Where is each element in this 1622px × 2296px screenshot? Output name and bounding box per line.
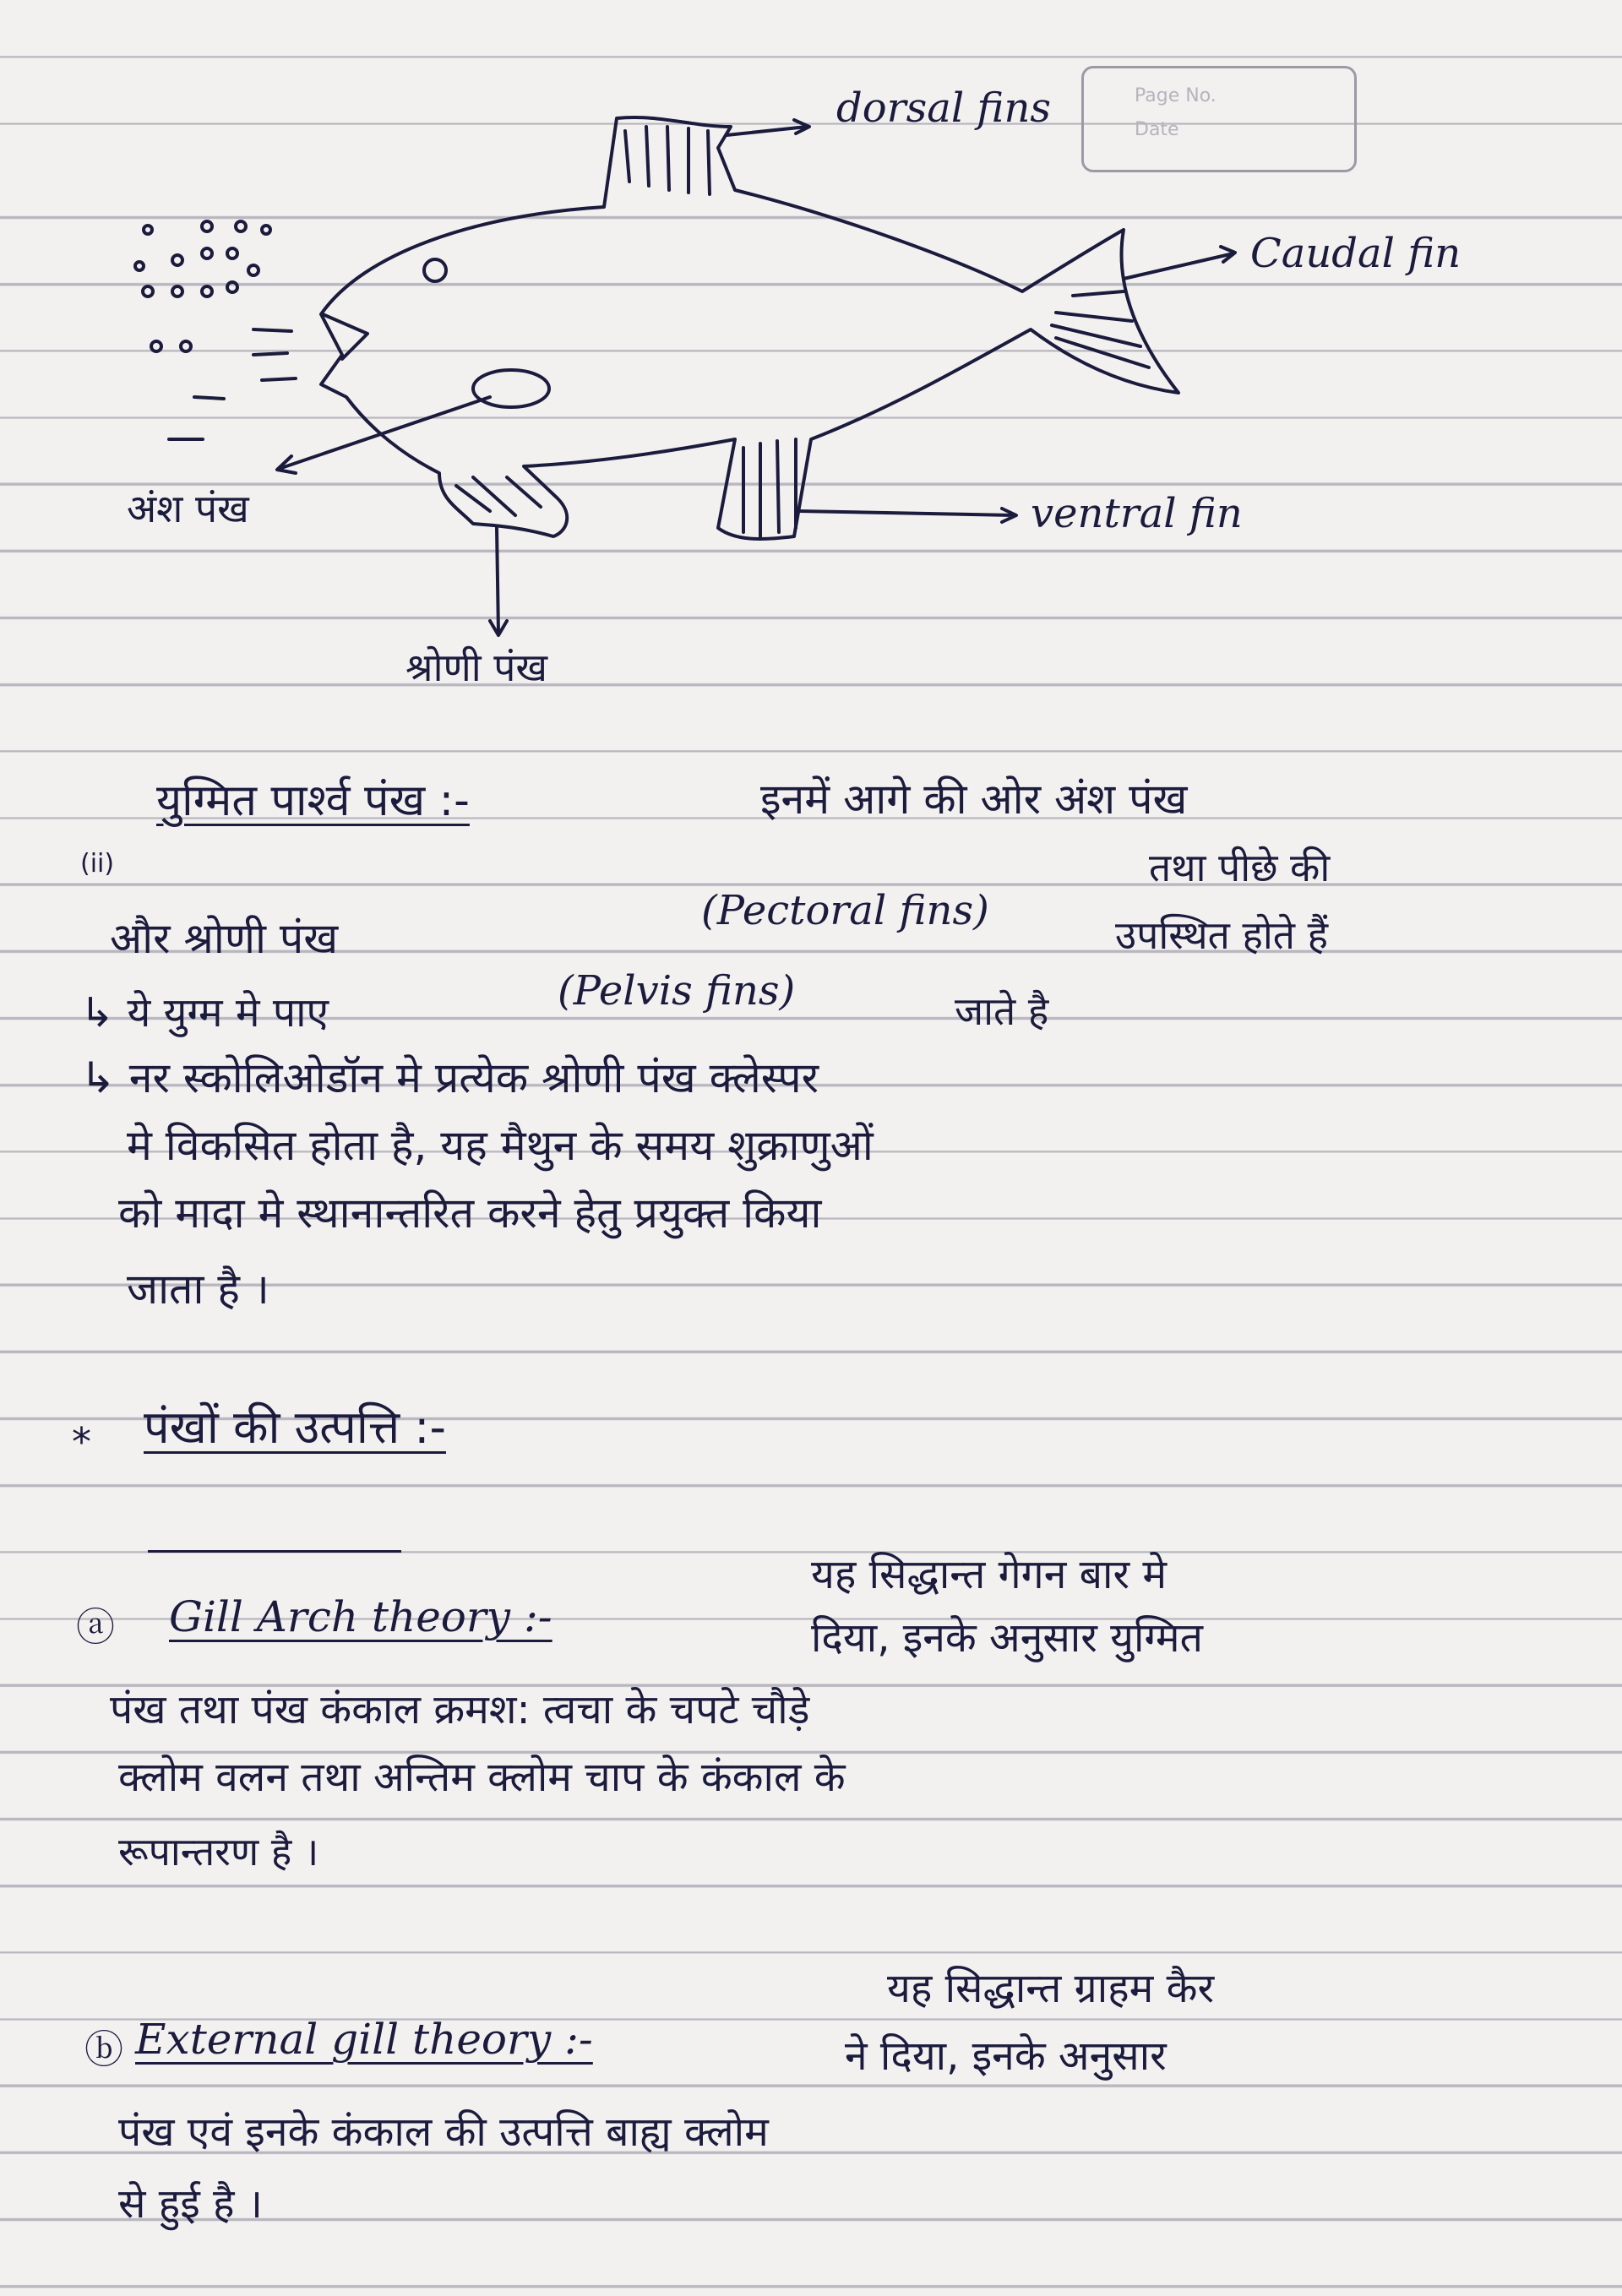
section-ii-heading: युग्मित पार्श्व पंख :- [156, 775, 470, 826]
label-ventral-fin: ventral fin [1031, 490, 1243, 537]
theory-b-line3: पंख एवं इनके कंकाल की उत्पत्ति बाह्य क्लोम [118, 2108, 769, 2156]
theory-a-rule [148, 1550, 401, 1553]
theory-b-marker: ⓑ [84, 2027, 123, 2072]
fish-eye [424, 259, 446, 281]
theory-b-line4: से हुई है । [118, 2180, 263, 2228]
fish-mouth [323, 314, 367, 359]
origin-star: * [72, 1419, 91, 1465]
fish-body-outline [321, 117, 1178, 539]
pectoral-fin-shape [473, 370, 549, 407]
section-ii-line1: इनमें आगे की ओर अंश पंख [760, 775, 1188, 824]
label-caudal-fin: Caudal fin [1250, 230, 1461, 277]
section-ii-line4-right: जाते है [955, 988, 1049, 1034]
label-dorsal-fins: dorsal fins [836, 84, 1051, 132]
theory-b-line2: ने दिया, इनके अनुसार [845, 2032, 1167, 2080]
origin-heading: पंखों की उत्पत्ति :- [144, 1401, 446, 1454]
section-ii-line5: ↳ नर स्कोलिओडॉन मे प्रत्येक श्रोणी पंख क्लेस्पर [80, 1053, 819, 1102]
section-ii-line3-right: उपस्थित होते हैं [1115, 912, 1329, 958]
section-ii-line2: तथा पीछे की [1149, 845, 1331, 890]
section-ii-line3-left: और श्रोणी पंख [110, 914, 339, 963]
theory-a-line3: पंख तथा पंख कंकाल क्रमश: त्वचा के चपटे चौड़े [110, 1686, 810, 1733]
theory-a-marker: ⓐ [76, 1604, 115, 1650]
label-pectoral-fin-hi: अंश पंख [127, 486, 249, 531]
label-pelvic-fin-hi: श्रोणी पंख [406, 645, 548, 690]
theory-b-line1: यह सिद्धान्त ग्राहम कैर [887, 1965, 1215, 2012]
section-ii-line6: मे विकसित होता है, यह मैथुन के समय शुक्राणुओं [127, 1121, 874, 1170]
section-ii-marker: (ii) [80, 849, 115, 879]
fish-diagram [0, 0, 1622, 693]
dorsal-arrow [727, 120, 809, 135]
pelvic-arrow [490, 528, 507, 635]
theory-a-title: Gill Arch theory :- [169, 1592, 552, 1641]
caudal-arrow [1124, 247, 1235, 279]
date-label: Date [1135, 119, 1179, 140]
theory-a-line4: क्लोम वलन तथा अन्तिम क्लोम चाप के कंकाल के [118, 1754, 846, 1801]
page-no-label: Page No. [1135, 85, 1216, 106]
section-ii-line3-mid: (Pectoral fins) [701, 887, 989, 934]
theory-a-line2: दिया, इनके अनुसार युग्मित [811, 1614, 1203, 1662]
bubbles [135, 221, 270, 351]
section-ii-line8: जाता है । [127, 1265, 269, 1314]
theory-a-line5: रूपान्तरण है । [118, 1829, 319, 1874]
section-ii-line7: को मादा मे स्थानान्तरित करने हेतु प्रयुक्त किया [118, 1189, 822, 1238]
section-ii-line4-left: ↳ ये युग्म मे पाए [80, 989, 329, 1036]
ventral-arrow [798, 509, 1016, 522]
theory-a-line1: यह सिद्धान्त गेगन बार मे [811, 1551, 1168, 1598]
section-ii-line4-mid: (Pelvis fins) [558, 967, 796, 1015]
theory-b-title: External gill theory :- [135, 2015, 593, 2064]
